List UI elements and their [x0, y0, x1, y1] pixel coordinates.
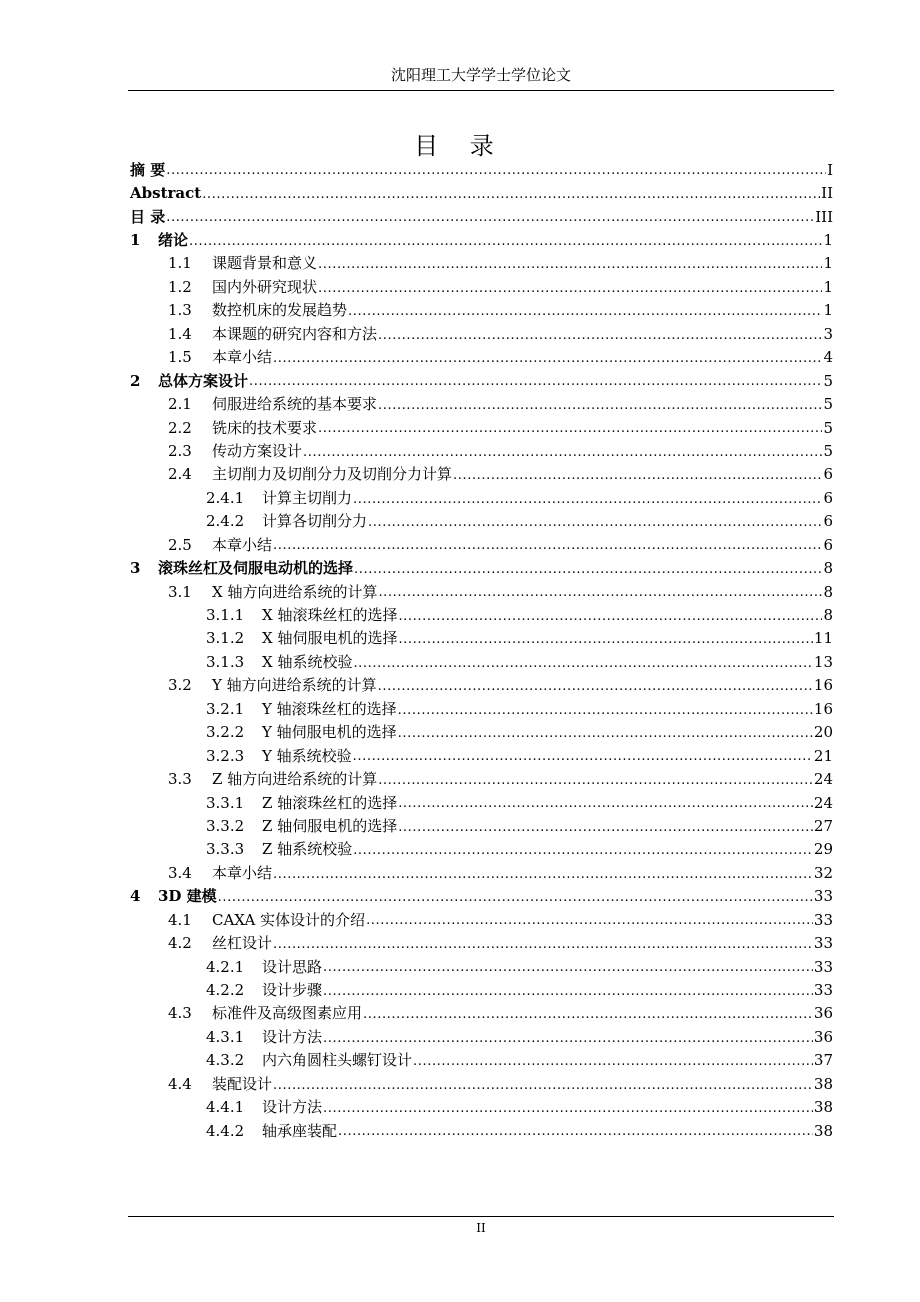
toc-entry-title: 滚珠丝杠及伺服电动机的选择	[158, 559, 354, 578]
toc-entry-page: 33	[813, 887, 833, 906]
page-footer	[128, 1216, 834, 1235]
toc-entry-title: 轴承座装配	[262, 1121, 338, 1140]
toc-entry-title: Z 轴系统校验	[262, 840, 353, 859]
toc-entry[interactable]	[130, 299, 833, 322]
toc-entry[interactable]	[130, 603, 833, 626]
toc-entry-page: 21	[813, 746, 833, 765]
toc-entry-number: 3.2.1	[206, 699, 245, 718]
toc-entry[interactable]	[130, 322, 833, 345]
toc-entry-number: 4	[130, 887, 141, 906]
toc-entry-title: 本课题的研究内容和方法	[212, 324, 378, 343]
toc-entry-number: 3.3.1	[206, 793, 245, 812]
toc-entry-title: 传动方案设计	[212, 441, 303, 460]
toc-entry-title: 设计方法	[262, 1027, 323, 1046]
toc-entry-page: 36	[813, 1027, 833, 1046]
toc-entry-number: 3.2	[168, 676, 192, 695]
toc-entry-title: Y 轴系统校验	[262, 746, 352, 765]
toc-entry-title: 铣床的技术要求	[212, 418, 318, 437]
toc-entry-title: Z 轴方向进给系统的计算	[212, 770, 378, 789]
toc-entry-number: 4.3.2	[206, 1051, 245, 1070]
toc-entry-page: 36	[813, 1004, 833, 1023]
toc-entry-number: 2.4.1	[206, 488, 245, 507]
toc-entry-title: 总体方案设计	[158, 371, 249, 390]
toc-entry-title: X 轴系统校验	[262, 652, 353, 671]
toc-leader-dots	[323, 960, 813, 978]
toc-leader-dots	[303, 445, 822, 463]
toc-leader-dots	[378, 773, 813, 791]
toc-entry-number: 4.2.2	[206, 981, 245, 1000]
toc-entry[interactable]	[130, 1002, 833, 1025]
toc-entry-title: 主切削力及切削分力及切削分力计算	[212, 465, 453, 484]
toc-entry-title: 课题背景和意义	[212, 254, 318, 273]
toc-leader-dots	[318, 257, 822, 275]
toc-entry-title: X 轴滚珠丝杠的选择	[262, 606, 398, 625]
table-of-contents	[130, 158, 833, 1142]
toc-entry-number: 1.2	[168, 277, 192, 296]
toc-entry-number: 3.1.1	[206, 606, 245, 625]
toc-entry-title: Y 轴伺服电机的选择	[262, 723, 397, 742]
toc-leader-dots	[413, 1054, 813, 1072]
toc-entry-number: 3.3.2	[206, 816, 245, 835]
toc-entry-title: 设计步骤	[262, 981, 323, 1000]
toc-entry[interactable]	[130, 885, 833, 908]
toc-entry-page: 11	[813, 629, 833, 648]
toc-entry-title: 摘 要	[130, 160, 166, 179]
toc-entry-number: 2.1	[168, 395, 192, 414]
toc-entry-title: 装配设计	[212, 1074, 273, 1093]
toc-entry-number: 3	[130, 559, 141, 578]
toc-entry[interactable]	[130, 1119, 833, 1142]
toc-entry[interactable]	[130, 650, 833, 673]
toc-leader-dots	[323, 984, 813, 1002]
toc-entry-page: 6	[823, 512, 833, 531]
toc-entry-page: 33	[813, 957, 833, 976]
toc-entry-page: III	[815, 207, 833, 226]
toc-leader-dots	[398, 609, 822, 627]
toc-entry[interactable]	[130, 1049, 833, 1072]
toc-entry[interactable]	[130, 228, 833, 251]
toc-leader-dots	[398, 632, 812, 650]
toc-entry[interactable]	[130, 861, 833, 884]
toc-entry-number: 2.3	[168, 441, 192, 460]
toc-entry-page: 38	[813, 1121, 833, 1140]
toc-entry-page: 37	[813, 1051, 833, 1070]
toc-entry-page: 1	[823, 277, 833, 296]
toc-leader-dots	[398, 703, 813, 721]
toc-entry-number: 2.2	[168, 418, 192, 437]
toc-leader-dots	[366, 913, 813, 931]
toc-entry[interactable]	[130, 721, 833, 744]
toc-leader-dots	[166, 163, 826, 181]
toc-entry[interactable]	[130, 674, 833, 697]
toc-entry-title: 本章小结	[212, 348, 273, 367]
toc-entry-title: 设计思路	[262, 957, 323, 976]
toc-entry[interactable]	[130, 533, 833, 556]
toc-entry-page: 5	[823, 418, 833, 437]
toc-entry-title: Y 轴方向进给系统的计算	[212, 676, 377, 695]
toc-entry-page: II	[821, 184, 833, 203]
toc-leader-dots	[348, 304, 822, 322]
toc-entry-title: 计算主切削力	[262, 488, 353, 507]
toc-entry[interactable]	[130, 744, 833, 767]
toc-entry-title: Z 轴伺服电机的选择	[262, 816, 398, 835]
toc-entry-number: 1	[130, 231, 141, 250]
toc-entry-number: 2.4.2	[206, 512, 245, 531]
toc-leader-dots	[273, 1078, 813, 1096]
toc-leader-dots	[378, 585, 822, 603]
toc-entry-title: 标准件及高级图素应用	[212, 1004, 363, 1023]
toc-entry-title: Y 轴滚珠丝杠的选择	[262, 699, 397, 718]
toc-entry-number: 4.2	[168, 934, 192, 953]
header-title: 沈阳理工大学学士学位论文	[390, 66, 571, 84]
toc-entry-title: 内六角圆柱头螺钉设计	[262, 1051, 413, 1070]
toc-entry[interactable]	[130, 814, 833, 837]
toc-entry[interactable]	[130, 1072, 833, 1095]
page-number: II	[476, 1221, 486, 1235]
toc-entry-number: 1.1	[168, 254, 192, 273]
toc-entry-page: 13	[813, 652, 833, 671]
toc-leader-dots	[166, 210, 814, 228]
toc-entry[interactable]	[130, 439, 833, 462]
toc-entry-number: 4.4	[168, 1074, 192, 1093]
toc-entry[interactable]	[130, 275, 833, 298]
toc-entry-number: 3.4	[168, 863, 192, 882]
toc-entry-page: 24	[813, 793, 833, 812]
toc-entry[interactable]	[130, 627, 833, 650]
toc-leader-dots	[273, 937, 813, 955]
toc-entry-number: 3.1.2	[206, 629, 245, 648]
toc-entry[interactable]	[130, 392, 833, 415]
toc-entry-number: 3.1	[168, 582, 192, 601]
toc-entry-title: CAXA 实体设计的介绍	[212, 910, 366, 929]
toc-entry-number: 2	[130, 371, 141, 390]
toc-entry[interactable]	[130, 838, 833, 861]
toc-entry-page: 33	[813, 934, 833, 953]
toc-leader-dots	[398, 820, 813, 838]
toc-leader-dots	[202, 187, 820, 205]
toc-entry-page: 8	[823, 606, 833, 625]
toc-entry-page: 3	[823, 324, 833, 343]
toc-entry[interactable]	[130, 908, 833, 931]
toc-entry-page: 33	[813, 981, 833, 1000]
toc-entry-page: 6	[823, 535, 833, 554]
toc-entry-page: 6	[823, 465, 833, 484]
toc-entry-page: 29	[813, 840, 833, 859]
toc-entry[interactable]	[130, 158, 833, 181]
toc-leader-dots	[218, 890, 813, 908]
toc-entry-number: 3.1.3	[206, 652, 245, 671]
toc-entry[interactable]	[130, 510, 833, 533]
toc-leader-dots	[353, 492, 822, 510]
toc-entry-number: 2.4	[168, 465, 192, 484]
toc-entry[interactable]	[130, 697, 833, 720]
toc-leader-dots	[273, 867, 813, 885]
toc-leader-dots	[378, 679, 813, 697]
toc-entry-title: 本章小结	[212, 535, 273, 554]
toc-leader-dots	[189, 234, 822, 252]
toc-entry-number: 3.2.3	[206, 746, 245, 765]
toc-entry[interactable]	[130, 205, 833, 228]
toc-entry-title: 3D 建模	[158, 887, 217, 906]
toc-title: 目 录	[414, 132, 506, 160]
toc-entry-title: X 轴伺服电机的选择	[262, 629, 398, 648]
toc-entry[interactable]	[130, 978, 833, 1001]
toc-entry-title: 数控机床的发展趋势	[212, 301, 348, 320]
toc-entry[interactable]	[130, 580, 833, 603]
toc-entry-number: 3.3	[168, 770, 192, 789]
toc-entry-number: 4.2.1	[206, 957, 245, 976]
toc-entry[interactable]	[130, 252, 833, 275]
toc-entry-page: 27	[813, 816, 833, 835]
toc-entry-page: 6	[823, 488, 833, 507]
toc-entry-page: 38	[813, 1098, 833, 1117]
toc-entry-page: 16	[813, 699, 833, 718]
toc-leader-dots	[398, 726, 813, 744]
toc-entry-page: 4	[823, 348, 833, 367]
toc-entry-title: 绪论	[158, 231, 189, 250]
toc-entry-title: 目 录	[130, 207, 166, 226]
toc-leader-dots	[273, 538, 822, 556]
toc-entry[interactable]	[130, 955, 833, 978]
toc-entry[interactable]	[130, 416, 833, 439]
toc-entry-page: 38	[813, 1074, 833, 1093]
toc-entry[interactable]	[130, 369, 833, 392]
toc-entry-number: 1.3	[168, 301, 192, 320]
toc-entry-number: 4.3.1	[206, 1027, 245, 1046]
toc-leader-dots	[323, 1031, 813, 1049]
toc-entry-page: 33	[813, 910, 833, 929]
toc-leader-dots	[378, 398, 822, 416]
toc-entry-page: 8	[823, 582, 833, 601]
toc-entry-page: 20	[813, 723, 833, 742]
toc-entry-number: 1.5	[168, 348, 192, 367]
toc-entry[interactable]	[130, 931, 833, 954]
page-header	[128, 64, 834, 91]
toc-leader-dots	[354, 562, 822, 580]
toc-entry-number: 1.4	[168, 324, 192, 343]
toc-entry[interactable]	[130, 346, 833, 369]
toc-entry-title: 本章小结	[212, 863, 273, 882]
toc-leader-dots	[353, 656, 812, 674]
toc-entry-title: 计算各切削分力	[262, 512, 368, 531]
toc-leader-dots	[453, 468, 822, 486]
toc-entry[interactable]	[130, 556, 833, 579]
toc-entry-number: 2.5	[168, 535, 192, 554]
toc-leader-dots	[378, 328, 822, 346]
toc-leader-dots	[249, 374, 822, 392]
toc-entry-page: 5	[823, 371, 833, 390]
toc-entry[interactable]	[130, 791, 833, 814]
toc-entry-title: Z 轴滚珠丝杠的选择	[262, 793, 398, 812]
toc-entry-page: 32	[813, 863, 833, 882]
toc-entry-page: 5	[823, 441, 833, 460]
toc-entry-page: 5	[823, 395, 833, 414]
toc-leader-dots	[353, 843, 813, 861]
toc-entry-number: 4.4.2	[206, 1121, 245, 1140]
toc-leader-dots	[323, 1101, 813, 1119]
toc-entry[interactable]	[130, 1025, 833, 1048]
toc-leader-dots	[353, 749, 813, 767]
toc-entry-title: 国内外研究现状	[212, 277, 318, 296]
toc-entry[interactable]	[130, 486, 833, 509]
toc-entry-page: 1	[823, 301, 833, 320]
toc-entry-title: Abstract	[130, 184, 202, 203]
toc-entry-title: 丝杠设计	[212, 934, 273, 953]
toc-entry-page: 8	[823, 559, 833, 578]
toc-entry-page: 1	[823, 231, 833, 250]
toc-entry[interactable]	[130, 181, 833, 204]
toc-entry[interactable]	[130, 1096, 833, 1119]
toc-leader-dots	[318, 421, 822, 439]
toc-entry-page: 24	[813, 770, 833, 789]
toc-entry-number: 4.1	[168, 910, 192, 929]
toc-leader-dots	[318, 281, 822, 299]
toc-leader-dots	[273, 351, 822, 369]
toc-leader-dots	[368, 515, 822, 533]
toc-leader-dots	[338, 1124, 813, 1142]
toc-entry-number: 4.3	[168, 1004, 192, 1023]
toc-entry-title: 设计方法	[262, 1098, 323, 1117]
toc-entry-number: 3.3.3	[206, 840, 245, 859]
toc-entry-number: 3.2.2	[206, 723, 245, 742]
toc-entry-title: X 轴方向进给系统的计算	[212, 582, 378, 601]
toc-entry[interactable]	[130, 463, 833, 486]
toc-entry-number: 4.4.1	[206, 1098, 245, 1117]
toc-leader-dots	[398, 796, 813, 814]
toc-entry-page: 16	[813, 676, 833, 695]
toc-entry-title: 伺服进给系统的基本要求	[212, 395, 378, 414]
toc-entry-page: I	[827, 160, 833, 179]
toc-entry[interactable]	[130, 767, 833, 790]
toc-entry-page: 1	[823, 254, 833, 273]
toc-leader-dots	[363, 1007, 813, 1025]
